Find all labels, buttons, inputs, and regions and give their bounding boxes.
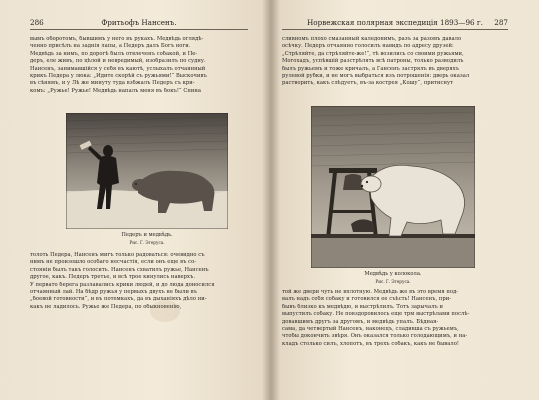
left-figure-caption xyxy=(66,232,228,246)
left-running-head xyxy=(30,17,248,30)
right-text-bottom xyxy=(282,289,508,348)
text-line: осѣчку. Педеръ отчаянно голосилъ навидъ по адресу друзей: xyxy=(282,43,454,50)
text-line: бывъ близко къ медвѣдю, и выстрѣлилъ. Тотъ зарычалъ и xyxy=(282,303,444,310)
text-line: У первато берега разлавались крики людей, и до люда доносился xyxy=(30,281,215,288)
text-line: былъ ружьемъ и тоже кричалъ, а Гансенъ застрялъ въ дверяхъ xyxy=(282,65,459,72)
text-line: Могохадъ, успѣвшій разстрѣлять всѣ патроны, только разводилъ xyxy=(282,58,464,65)
right-running-head xyxy=(282,17,508,30)
text-line: довавшимъ другъ за другомъ, и медвѣдь упалъ. Бѣдная- xyxy=(282,318,439,325)
text-line: валъ надъ себя собаку и готовился ее съѣсть! Нансенъ, при- xyxy=(282,296,452,303)
right-figure-name: Медвѣдь у колокола. xyxy=(364,271,422,277)
text-line: той же двери чуть не вплотную. Медвѣдь же въ это время под- xyxy=(282,289,459,295)
man-and-bear-engraving xyxy=(66,113,228,229)
text-line: рулевой рубки, и не могъ выбраться изъ потрошенія: дверь оказал xyxy=(282,73,470,80)
text-line: деръ, еле живъ, по цѣлой и невредимый, изобразилъ по судну. xyxy=(30,58,206,65)
right-figure-artist: Рис. Г. Эгеруса. xyxy=(375,279,411,284)
text-line: „Стрѣляйте, да стрѣляйте-же!“, тѣ возились со своими ружьями, xyxy=(282,50,464,57)
text-line: Нансенъ, занимавшійся у себя въ каютѣ, услыхалъ отчаянный xyxy=(30,65,206,72)
text-line: „боевой готовности“, и въ потемкахъ, да въ дыханіяхъ дѣло ни- xyxy=(30,296,207,303)
right-text-top xyxy=(282,36,508,88)
text-line: выпустилъ собаку. Не повздоровилось еще трм выстрѣлами послѣ- xyxy=(282,311,470,318)
right-figure-caption xyxy=(311,271,475,285)
left-illustration xyxy=(66,113,228,229)
text-line: кладъ столько силъ, хлопотъ, въ трехъ собакъ, какъ не бывало! xyxy=(282,340,460,347)
text-line: какъ не ладилось. Ружье же Педера, по обыкновенію, xyxy=(30,303,182,310)
text-line: ченно присѣлъ на заднія лапы, а Педеръ далъ Богъ ноги. xyxy=(30,43,191,50)
text-line: нимъ не произошло особаго несчастія, если онъ еще въ со- xyxy=(30,259,197,266)
right-running-title: Норвежская полярная экспедиція 1893—96 г. xyxy=(307,18,483,27)
text-line: сливномъ плохо смазанный каледонимъ, разъ за разомъ давало xyxy=(282,36,462,42)
text-line: отчаянный лай. На бѣдр ружья у первыхъ двухъ не были въ xyxy=(30,289,197,296)
left-text-bottom xyxy=(30,252,248,311)
text-line: толоть Педера, Нансенъ мигъ только радоваться: очевидно съ xyxy=(30,252,205,258)
text-line: чтобы докончить звѣря. Онъ оказался только голодающимъ, и на- xyxy=(282,333,468,340)
text-line: растворить, какъ слѣдуетъ, въ-за кострея „Кошу“, притиснут xyxy=(282,80,454,87)
text-line: въ сѣнямъ, и у Лѣ же минуту туда взбжалъ Педеръ съ кри- xyxy=(30,80,195,87)
text-line: сама, да четвертый Нансенъ, наконецъ, сладивша съ ружьемъ, xyxy=(282,326,459,333)
left-figure-name: Педеръ и медвѣдь. xyxy=(121,232,173,238)
right-page xyxy=(270,0,539,400)
text-line: стояніи былъ такъ голосить. Нансенъ схватилъ ружье, Нансенъ xyxy=(30,266,209,273)
left-figure-artist: Рис. Г. Эгеруса. xyxy=(129,240,165,245)
bear-at-bell-engraving xyxy=(311,106,475,268)
text-line: Медвѣдь за нимъ, по дорогѣ былъ отвлеченъ собакой, и Пе- xyxy=(30,50,198,57)
left-page-number: 286 xyxy=(30,18,44,27)
left-text-top xyxy=(30,36,248,95)
text-line: крикъ Педера у люка: „Идите скорѣй съ ружьями!“ Выскочивъ xyxy=(30,73,207,80)
right-page-number: 287 xyxy=(494,18,508,27)
text-line: вымъ оборотомъ, бывшимъ у него въ рукахъ. Медвѣдь оглядѣ- xyxy=(30,36,204,42)
right-illustration xyxy=(311,106,475,268)
left-running-title: Фритьофъ Нансенъ. xyxy=(101,18,177,27)
text-line: комъ: „Ружье! Ружье! Медвѣдь напалъ меня въ бокъ!“ Спина xyxy=(30,87,202,94)
text-line: другое, какъ. Педеръ третье, и всѣ трое кинулись наверхъ. xyxy=(30,274,196,281)
